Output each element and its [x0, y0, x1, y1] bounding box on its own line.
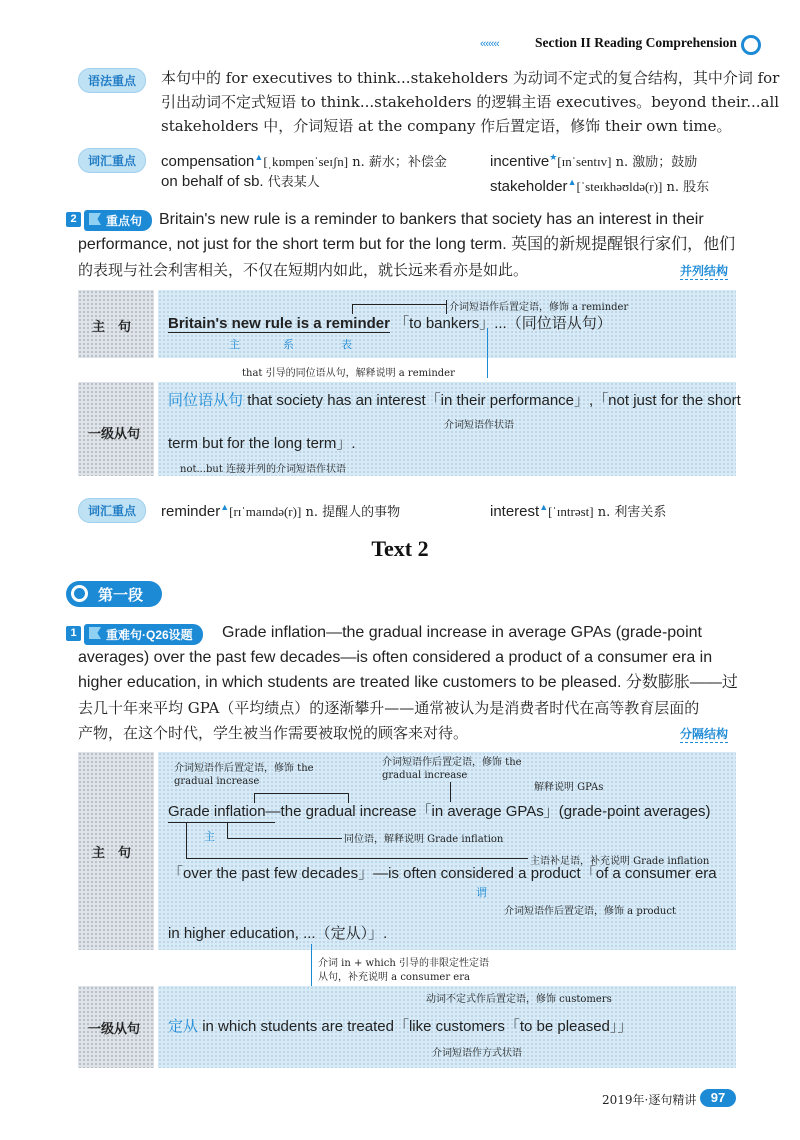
page-header: [0, 30, 800, 60]
vocab-item: stakeholder▲[ˈsteɪkhəʊldə(r)] n. 股东: [490, 177, 710, 195]
page-number: 97: [700, 1089, 736, 1107]
grammar-line-2: 引出动词不定式短语 to think...stakeholders 的逻辑主语 executives。beyond their...all: [161, 93, 780, 111]
bracket-line: [227, 838, 342, 839]
sub-clause-label: 一级从句: [88, 1022, 141, 1037]
sentence-number: 2: [66, 212, 81, 227]
predicative-mark: 表: [341, 338, 352, 351]
structure-type: 分隔结构: [680, 727, 729, 741]
annotation: 同位语，解释说明 Grade inflation: [344, 834, 504, 845]
vocab-item: incentive★[ɪnˈsentɪv] n. 激励；鼓励: [490, 152, 698, 170]
key-sentence-tag: 重点句: [84, 210, 152, 231]
annotation: 介词短语作后置定语，修饰 the gradual increase: [174, 763, 314, 787]
grammar-line-1: 本句中的 for executives to think...stakeholders 为动词不定式的复合结构，其中介词 for: [161, 69, 780, 87]
bracket-line: [186, 858, 528, 859]
grammar-line-3: stakeholders 中，介词短语 at the company 作后置定语，修饰 their own time。: [161, 117, 732, 135]
sentence-line: 的表现与社会利害相关，不仅在短期内如此，就长远来看亦是如此。: [78, 261, 529, 279]
vocab-badge: 词汇重点: [78, 148, 146, 173]
annotation: 解释说明 GPAs: [534, 782, 604, 793]
vocab-item: on behalf of sb. 代表某人: [161, 173, 320, 190]
subject-mark: 主: [229, 338, 240, 351]
annotation: not...but 连接并列的介词短语作状语: [180, 464, 347, 475]
sentence-line: 产物，在这个时代，学生被当作需要被取悦的顾客来对待。: [78, 724, 469, 742]
header-arrows: ‹‹‹‹‹‹‹: [480, 38, 499, 50]
structure-type: 并列结构: [680, 264, 729, 278]
bracket-line: [227, 822, 228, 838]
sentence-line: performance, not just for the short term but for the long term. 英国的新规提醒银行家们，他们: [78, 236, 736, 253]
footer-text: 2019年·逐句精讲: [602, 1093, 697, 1107]
subject-underline: [168, 822, 275, 823]
sentence-number: 1: [66, 626, 81, 641]
annotation: 介词短语作后置定语，修饰 a product: [504, 906, 676, 917]
paragraph-heading: [66, 581, 162, 607]
difficult-sentence-tag: 重难句·Q26设题: [84, 624, 203, 645]
main-clause-label: 主 句: [92, 846, 132, 861]
main-sentence: Grade inflation—the gradual increase「in average GPAs」(grade-point averages): [168, 803, 711, 820]
sub-sentence: 同位语从句 that society has an interest「in their performance」,「not just for the short: [168, 391, 741, 409]
annotation: 动词不定式作后置定语，修饰 customers: [426, 994, 612, 1005]
search-q-icon: [71, 585, 88, 602]
bracket-line: [450, 782, 451, 802]
sentence-line: Grade inflation—the gradual increase in average GPAs (grade-point: [222, 624, 702, 641]
vocab-badge: 词汇重点: [78, 498, 146, 523]
grammar-badge: 语法重点: [78, 68, 146, 93]
link-verb-mark: 系: [283, 338, 294, 351]
sub-sentence: 定从 in which students are treated「like customers「to be pleased」」: [168, 1017, 633, 1035]
annotation: 介词短语作后置定语，修饰 a reminder: [449, 302, 629, 313]
text-title: Text 2: [371, 536, 429, 561]
paragraph-heading-label: 第一段: [98, 586, 144, 604]
vocab-item: compensation▲[ˌkɒmpenˈseɪʃn] n. 薪水；补偿金: [161, 152, 447, 170]
predicate-mark: 谓: [476, 886, 487, 899]
main-sentence: in higher education, ...（定从）」.: [168, 925, 388, 942]
sentence-line: averages) over the past few decades—is often considered a product of a consumer era in: [78, 649, 713, 666]
annotation: 介词短语作后置定语，修饰 the gradual increase: [382, 757, 522, 781]
main-clause-label: 主 句: [92, 320, 132, 335]
connector-note: 介词 in + which 引导的非限定性定语: [318, 958, 489, 969]
sub-sentence: term but for the long term」.: [168, 435, 356, 452]
connector-note: that 引导的同位语从句，解释说明 a reminder: [242, 368, 455, 379]
search-q-icon: [741, 35, 761, 55]
vocab-item: interest▲[ˈɪntrəst] n. 利害关系: [490, 502, 667, 520]
subject-mark: 主: [204, 830, 215, 843]
connector-arrow: [311, 944, 312, 986]
connector-arrow: [487, 328, 488, 378]
bracket-line: [254, 793, 348, 794]
vocab-item: reminder▲[rɪˈmaɪndə(r)] n. 提醒人的事物: [161, 502, 401, 520]
annotation: 介词短语作方式状语: [432, 1048, 522, 1059]
sentence-line: higher education, in which students are treated like customers to be pleased. 分数膨胀——过: [78, 674, 738, 691]
sentence-line: Britain's new rule is a reminder to bankers that society has an interest in their: [159, 211, 704, 228]
bracket-line: [186, 822, 187, 858]
connector-note: 从句，补充说明 a consumer era: [318, 972, 470, 983]
main-sentence: Britain's new rule is a reminder 「to bankers」...（同位语从句）: [168, 315, 612, 332]
sub-clause-label: 一级从句: [88, 427, 141, 442]
flag-icon: [89, 627, 101, 639]
section-title: Section II Reading Comprehension: [535, 35, 737, 50]
bracket-line: [352, 304, 446, 305]
annotation: 主语补足语，补充说明 Grade inflation: [530, 856, 710, 867]
main-sentence: 「over the past few decades」—is often considered a product「of a consumer era: [168, 865, 717, 882]
annotation: 介词短语作状语: [444, 420, 514, 431]
sentence-line: 去几十年来平均 GPA（平均绩点）的逐渐攀升——通常被认为是消费者时代在高等教育层面的: [78, 699, 700, 717]
flag-icon: [89, 213, 101, 225]
